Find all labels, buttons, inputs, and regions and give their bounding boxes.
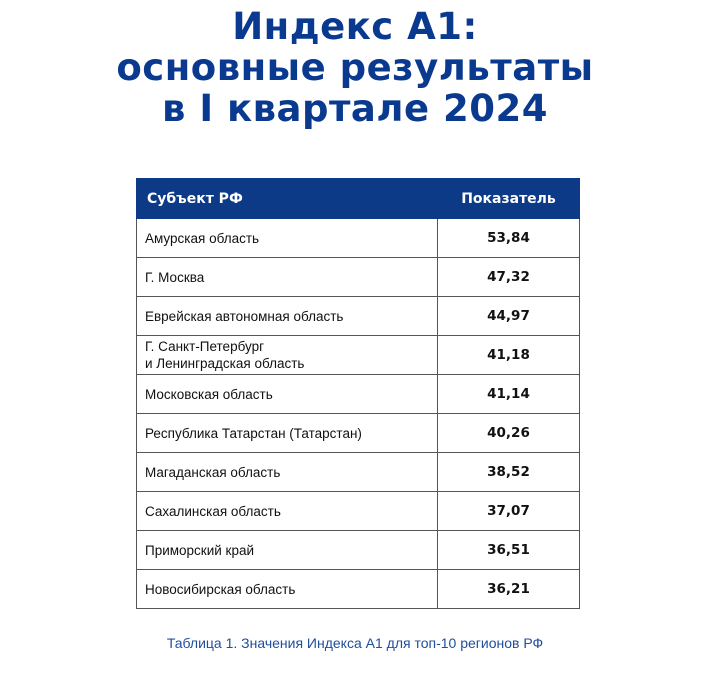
row-subject: Приморский край xyxy=(137,531,438,570)
row-subject: Московская область xyxy=(137,375,438,414)
page-title xyxy=(0,6,710,129)
title-line-2: основные результаты xyxy=(116,46,594,89)
header-value: Показатель xyxy=(438,179,580,219)
row-value: 44,97 xyxy=(438,297,580,336)
row-value: 38,52 xyxy=(438,453,580,492)
results-table-container xyxy=(136,178,579,609)
table-row xyxy=(137,336,580,375)
table-row xyxy=(137,531,580,570)
header-subject: Субъект РФ xyxy=(137,179,438,219)
row-subject: Амурская область xyxy=(137,219,438,258)
row-subject: Еврейская автономная область xyxy=(137,297,438,336)
title-line-1: Индекс А1: xyxy=(232,5,478,48)
table-row xyxy=(137,492,580,531)
row-subject: Магаданская область xyxy=(137,453,438,492)
row-subject: Г. Москва xyxy=(137,258,438,297)
table-row xyxy=(137,375,580,414)
row-value: 36,21 xyxy=(438,570,580,609)
row-subject: Новосибирская область xyxy=(137,570,438,609)
row-value: 40,26 xyxy=(438,414,580,453)
title-line-3: в I квартале 2024 xyxy=(162,87,548,130)
row-value: 53,84 xyxy=(438,219,580,258)
table-caption: Таблица 1. Значения Индекса А1 для топ-10 регионов РФ xyxy=(166,635,544,651)
table-row xyxy=(137,297,580,336)
row-subject: Сахалинская область xyxy=(137,492,438,531)
results-table xyxy=(136,178,580,609)
row-subject-line-1: Г. Санкт-Петербург xyxy=(145,339,265,354)
row-value: 41,18 xyxy=(438,336,580,375)
row-subject-line-2: и Ленинградская область xyxy=(145,356,305,371)
table-row xyxy=(137,453,580,492)
row-value: 36,51 xyxy=(438,531,580,570)
row-value: 41,14 xyxy=(438,375,580,414)
table-row xyxy=(137,570,580,609)
row-value: 37,07 xyxy=(438,492,580,531)
row-subject xyxy=(137,336,438,375)
table-row xyxy=(137,258,580,297)
table-row xyxy=(137,414,580,453)
table-header-row xyxy=(137,179,580,219)
row-subject: Республика Татарстан (Татарстан) xyxy=(137,414,438,453)
table-row xyxy=(137,219,580,258)
row-value: 47,32 xyxy=(438,258,580,297)
